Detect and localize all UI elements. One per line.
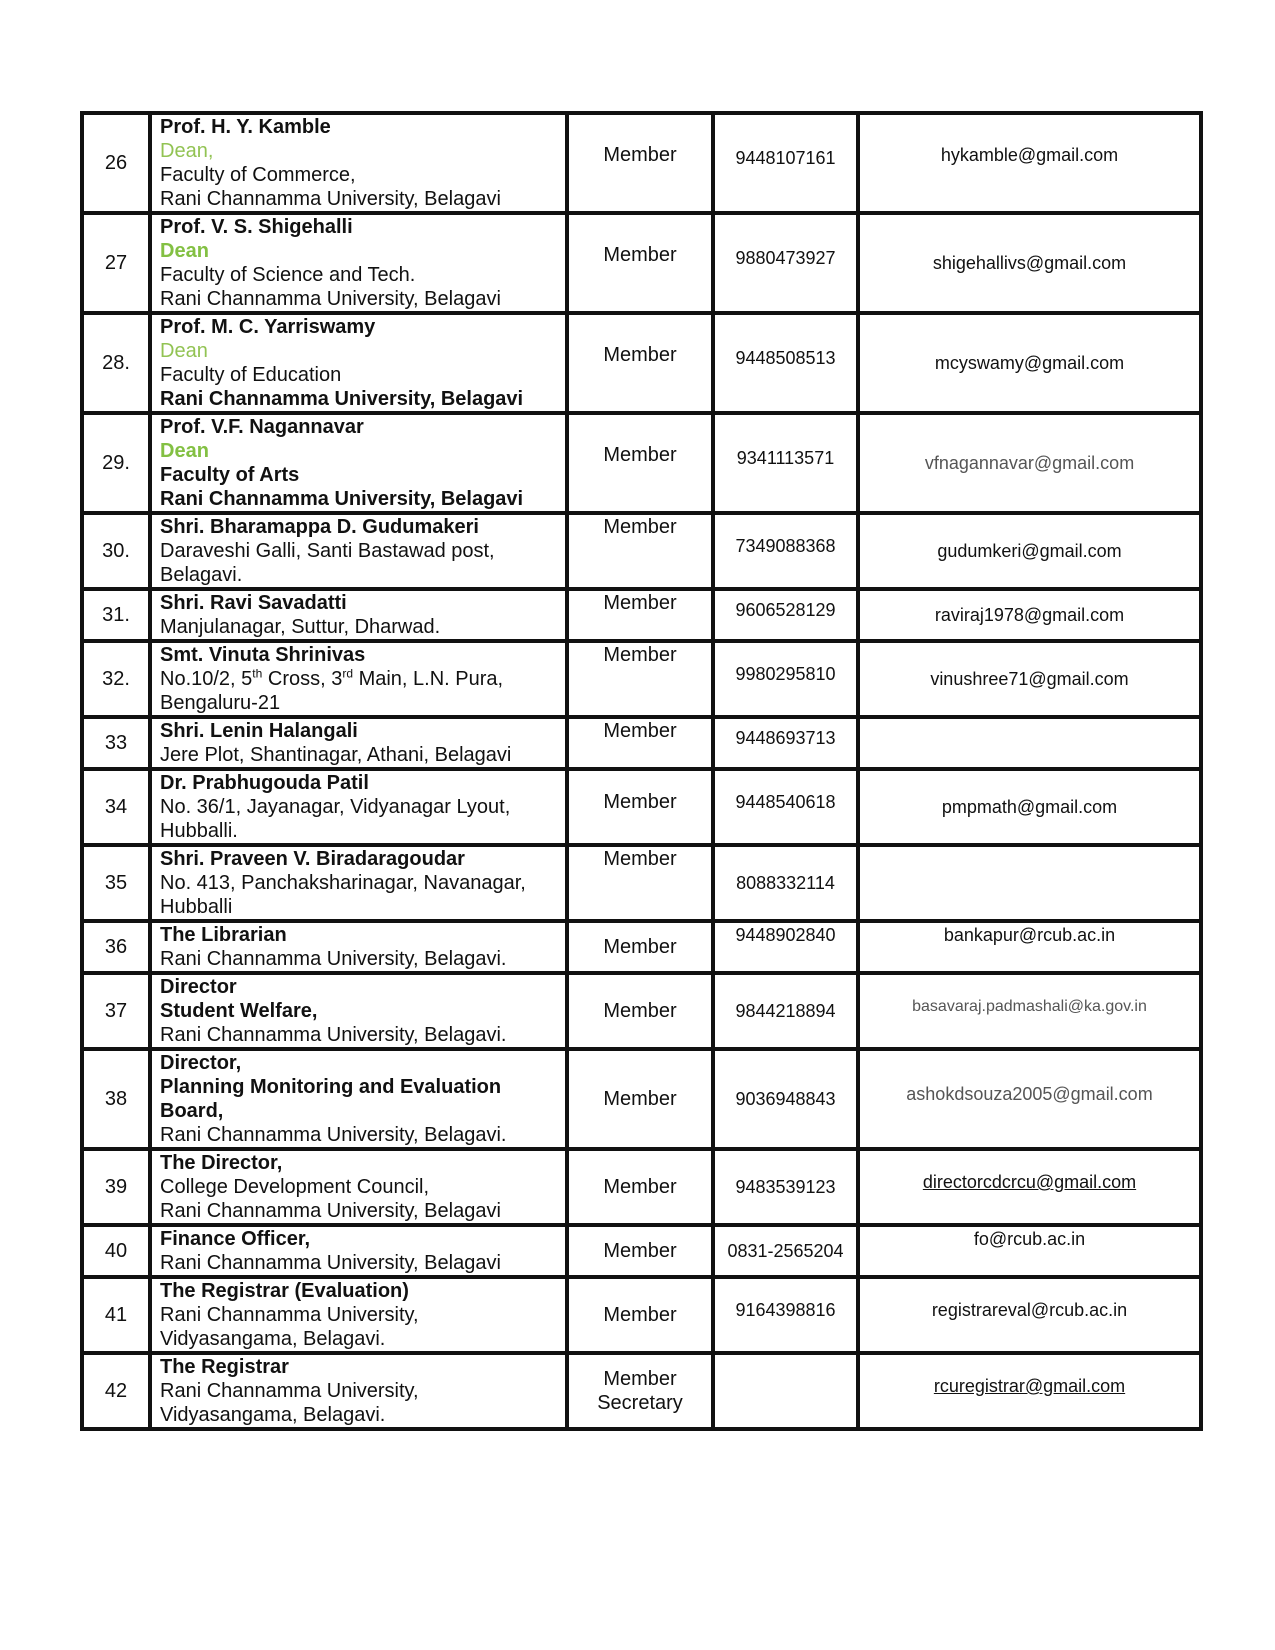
member-details <box>150 769 567 845</box>
phone-number: 9164398816 <box>735 1300 836 1320</box>
member-title: Dean <box>160 340 208 362</box>
member-address: Jere Plot, Shantinagar, Athani, Belagavi <box>160 744 512 766</box>
member-name: The Registrar <box>160 1356 289 1378</box>
member-details <box>150 1225 567 1277</box>
phone-number: 9880473927 <box>735 248 836 268</box>
serial-number: 33 <box>82 717 150 769</box>
member-details <box>150 213 567 313</box>
serial-number: 34 <box>82 769 150 845</box>
table-row <box>82 1149 1201 1225</box>
member-name: The Registrar (Evaluation) <box>160 1280 409 1302</box>
member-name: Shri. Praveen V. Biradaragoudar <box>160 848 465 870</box>
member-department: Planning Monitoring and Evaluation <box>160 1076 502 1098</box>
email-address[interactable]: mcyswamy@gmail.com <box>858 313 1201 413</box>
member-name: Dr. Prabhugouda Patil <box>160 772 369 794</box>
email-address <box>858 845 1201 921</box>
table-row <box>82 921 1201 973</box>
phone-number: 7349088368 <box>735 536 836 556</box>
designation: Member <box>567 1049 713 1149</box>
member-name: Prof. M. C. Yarriswamy <box>160 316 376 338</box>
email-address[interactable]: raviraj1978@gmail.com <box>858 589 1201 641</box>
member-details <box>150 589 567 641</box>
phone-number: 8088332114 <box>713 845 858 921</box>
designation: Member <box>567 513 713 589</box>
email-address[interactable]: hykamble@gmail.com <box>940 145 1119 165</box>
member-name: Prof. H. Y. Kamble <box>160 116 331 138</box>
member-institution: Rani Channamma University, Belagavi <box>160 1200 501 1222</box>
member-name: Shri. Lenin Halangali <box>160 720 358 742</box>
member-title: Dean, <box>160 140 214 162</box>
member-institution: Rani Channamma University, Belagavi <box>160 488 524 510</box>
phone-number: 9844218894 <box>713 973 858 1049</box>
email-address[interactable]: registrareval@rcub.ac.in <box>931 1300 1128 1320</box>
serial-number: 27 <box>82 213 150 313</box>
member-faculty: Faculty of Commerce, <box>160 164 356 186</box>
phone-number: 9036948843 <box>713 1049 858 1149</box>
member-details <box>150 717 567 769</box>
table-row <box>82 589 1201 641</box>
email-address[interactable]: bankapur@rcub.ac.in <box>858 921 1201 973</box>
phone-number: 9448902840 <box>713 921 858 973</box>
email-address[interactable]: pmpmath@gmail.com <box>858 769 1201 845</box>
member-name: Director <box>160 976 237 998</box>
email-address[interactable]: shigehallivs@gmail.com <box>858 213 1201 313</box>
members-table <box>80 111 1203 1431</box>
member-institution: Rani Channamma University, <box>160 1380 419 1402</box>
phone-number: 9341113571 <box>736 448 835 468</box>
member-details <box>150 113 567 213</box>
serial-number: 30. <box>82 513 150 589</box>
member-details <box>150 921 567 973</box>
table-row <box>82 717 1201 769</box>
member-department-cont: Board, <box>160 1100 224 1122</box>
member-name: The Director, <box>160 1152 283 1174</box>
email-address[interactable]: basavaraj.padmashali@ka.gov.in <box>912 998 1147 1015</box>
email-address[interactable]: rcuregistrar@gmail.com <box>933 1376 1126 1396</box>
member-institution: Rani Channamma University, Belagavi. <box>160 1024 507 1046</box>
designation: Member <box>567 1277 713 1353</box>
member-details <box>150 845 567 921</box>
serial-number: 38 <box>82 1049 150 1149</box>
designation: Member <box>567 1149 713 1225</box>
member-name: Smt. Vinuta Shrinivas <box>160 644 366 666</box>
member-city: Bengaluru-21 <box>160 692 281 714</box>
phone-number: 9448693713 <box>735 728 836 748</box>
member-details <box>150 973 567 1049</box>
serial-number: 36 <box>82 921 150 973</box>
member-details <box>150 1149 567 1225</box>
member-name: Shri. Bharamappa D. Gudumakeri <box>160 516 479 538</box>
table-row <box>82 973 1201 1049</box>
member-details <box>150 313 567 413</box>
member-details <box>150 1277 567 1353</box>
member-name: Finance Officer, <box>160 1228 311 1250</box>
table-row <box>82 413 1201 513</box>
member-name: Prof. V. S. Shigehalli <box>160 216 353 238</box>
member-details <box>150 1049 567 1149</box>
designation: Member <box>603 344 677 366</box>
designation: Member <box>603 791 677 813</box>
serial-number: 39 <box>82 1149 150 1225</box>
phone-number: 0831-2565204 <box>713 1225 858 1277</box>
designation: Member <box>567 1225 713 1277</box>
email-address <box>858 717 1201 769</box>
email-address[interactable]: fo@rcub.ac.in <box>858 1225 1201 1277</box>
member-title: Dean <box>160 440 209 462</box>
table-row <box>82 113 1201 213</box>
member-title: Dean <box>160 240 209 262</box>
table-row <box>82 1353 1201 1429</box>
member-address: Daraveshi Galli, Santi Bastawad post, <box>160 540 495 562</box>
member-faculty: Faculty of Arts <box>160 464 300 486</box>
member-faculty: Faculty of Science and Tech. <box>160 264 416 286</box>
member-address: Manjulanagar, Suttur, Dharwad. <box>160 616 441 638</box>
member-city: Belagavi. <box>160 564 243 586</box>
table-row <box>82 845 1201 921</box>
member-details <box>150 641 567 717</box>
serial-number: 31. <box>82 589 150 641</box>
member-institution: Rani Channamma University, Belagavi <box>160 1252 501 1274</box>
phone-number: 9483539123 <box>713 1149 858 1225</box>
serial-number: 26 <box>82 113 150 213</box>
designation: Member <box>567 717 713 769</box>
phone-number: 9448508513 <box>735 348 836 368</box>
email-address[interactable]: directorcdcrcu@gmail.com <box>922 1172 1137 1192</box>
serial-number: 32. <box>82 641 150 717</box>
phone-number: 9980295810 <box>735 664 836 684</box>
email-address[interactable]: vinushree71@gmail.com <box>858 641 1201 717</box>
serial-number: 29. <box>82 413 150 513</box>
email-address[interactable]: gudumkeri@gmail.com <box>858 513 1201 589</box>
member-institution: Rani Channamma University, Belagavi <box>160 388 524 410</box>
serial-number: 37 <box>82 973 150 1049</box>
email-address[interactable]: ashokdsouza2005@gmail.com <box>906 1084 1153 1104</box>
phone-number <box>713 1353 858 1429</box>
designation: Member Secretary <box>567 1353 713 1429</box>
table-row <box>82 769 1201 845</box>
member-address: No. 413, Panchaksharinagar, Navanagar, <box>160 872 526 894</box>
phone-number: 9448540618 <box>735 792 836 812</box>
designation: Member <box>603 444 677 466</box>
member-campus: Vidyasangama, Belagavi. <box>160 1404 386 1426</box>
table-row <box>82 641 1201 717</box>
designation: Member <box>567 845 713 921</box>
member-department: College Development Council, <box>160 1176 430 1198</box>
table-row <box>82 313 1201 413</box>
member-address: No. 36/1, Jayanagar, Vidyanagar Lyout, <box>160 796 511 818</box>
table-row <box>82 1277 1201 1353</box>
member-address: No.10/2, 5th Cross, 3rd Main, L.N. Pura, <box>160 666 504 690</box>
designation: Member <box>567 921 713 973</box>
table-row <box>82 1049 1201 1149</box>
phone-number: 9448107161 <box>735 148 836 168</box>
serial-number: 42 <box>82 1353 150 1429</box>
email-address[interactable]: vfnagannavar@gmail.com <box>858 413 1201 513</box>
designation: Member <box>567 589 713 641</box>
member-name: Prof. V.F. Nagannavar <box>160 416 364 438</box>
member-institution: Rani Channamma University, <box>160 1304 419 1326</box>
member-campus: Vidyasangama, Belagavi. <box>160 1328 386 1350</box>
designation: Member <box>603 144 677 166</box>
table-row <box>82 213 1201 313</box>
member-institution: Rani Channamma University, Belagavi <box>160 288 501 310</box>
member-name: The Librarian <box>160 924 287 946</box>
designation: Member <box>567 641 713 717</box>
member-city: Hubballi <box>160 896 233 918</box>
member-city: Hubballi. <box>160 820 238 842</box>
member-institution: Rani Channamma University, Belagavi <box>160 188 501 210</box>
member-details <box>150 413 567 513</box>
phone-number: 9606528129 <box>735 600 836 620</box>
member-name: Director, <box>160 1052 242 1074</box>
serial-number: 35 <box>82 845 150 921</box>
member-institution: Rani Channamma University, Belagavi. <box>160 1124 507 1146</box>
table-row <box>82 513 1201 589</box>
member-name: Shri. Ravi Savadatti <box>160 592 347 614</box>
table-row <box>82 1225 1201 1277</box>
designation: Member <box>603 244 677 266</box>
member-department: Student Welfare, <box>160 1000 318 1022</box>
member-institution: Rani Channamma University, Belagavi. <box>160 948 507 970</box>
serial-number: 41 <box>82 1277 150 1353</box>
member-details <box>150 1353 567 1429</box>
serial-number: 40 <box>82 1225 150 1277</box>
serial-number: 28. <box>82 313 150 413</box>
member-faculty: Faculty of Education <box>160 364 342 386</box>
member-details <box>150 513 567 589</box>
designation: Member <box>567 973 713 1049</box>
